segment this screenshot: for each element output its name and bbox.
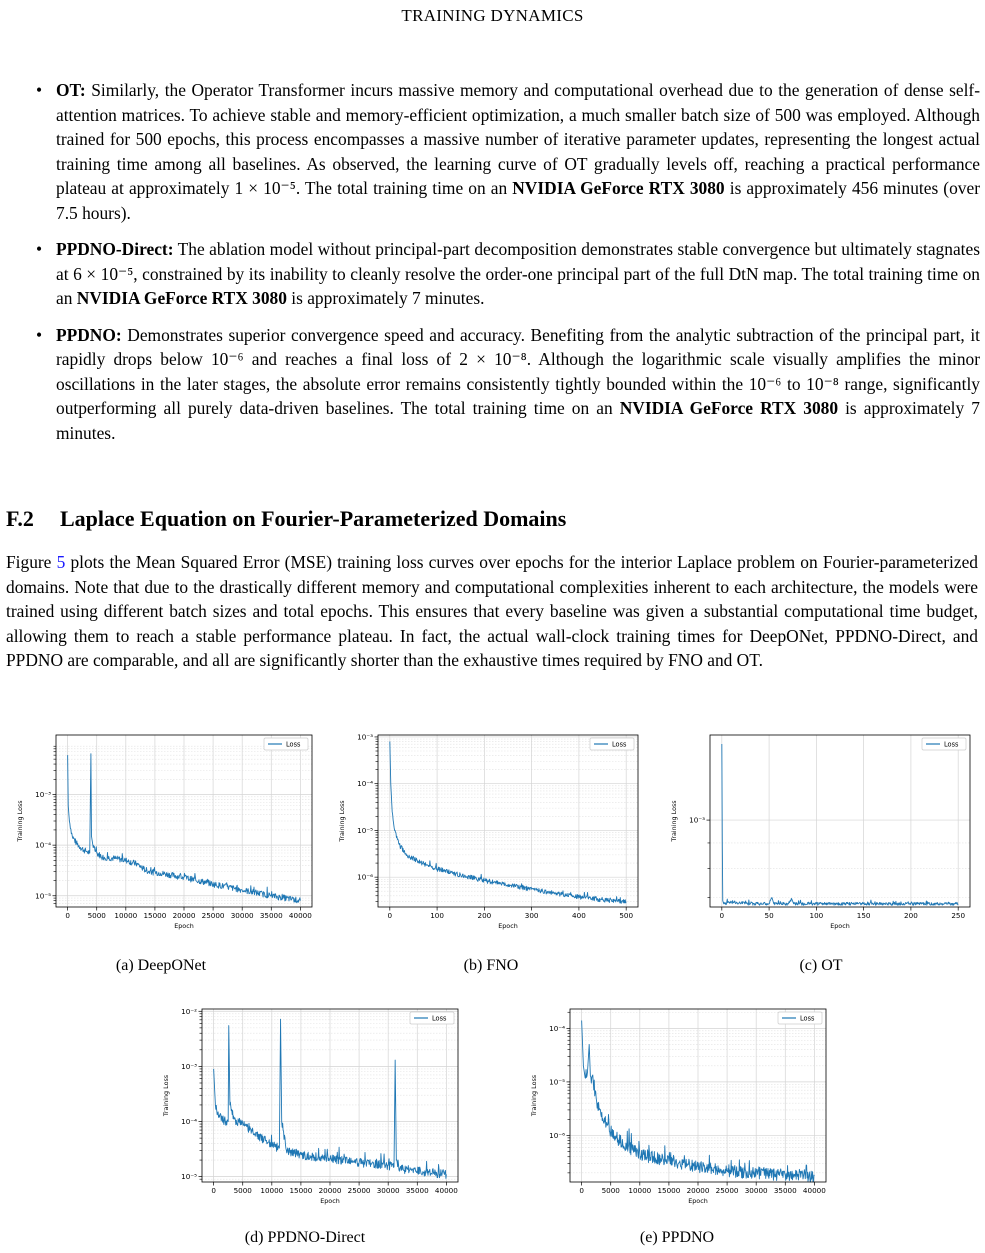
chart-ot — [668, 728, 976, 938]
chart-ppdno — [520, 1002, 830, 1214]
x-tick-label: 150 — [856, 911, 871, 920]
y-tick-label: 10⁻⁶ — [357, 872, 373, 882]
x-axis-label: Epoch — [688, 1197, 708, 1205]
bullet-label: OT: — [56, 80, 86, 100]
plot-frame — [378, 735, 638, 907]
y-tick-label: 10⁻⁴ — [181, 1117, 197, 1127]
x-tick-label: 30000 — [744, 1186, 768, 1195]
plot-frame — [710, 735, 970, 907]
y-tick-label: 10⁻³ — [689, 815, 705, 825]
legend-label: Loss — [286, 740, 301, 749]
body-paragraph: Figure 5 plots the Mean Squared Error (MSE) training loss curves over epochs for the interior Laplace problem on Fourier-parameterized domains. Note that due to the drastically different memory and computational complexities inherent to each architecture, the models were trained using different batch sizes and total epochs. This ensures that every baseline was given a substantial computational time budget, allowing them to reach a stable performance plateau. In fact, the actual wall-clock training times for DeepONet, PPDNO-Direct, and PPDNO are comparable, and all are significantly shorter than the exhaustive times required by FNO and OT. — [6, 552, 978, 670]
x-tick-label: 5000 — [601, 1186, 620, 1195]
x-tick-label: 25000 — [715, 1186, 739, 1195]
x-tick-label: 40000 — [288, 911, 312, 920]
figure-ref-link[interactable]: 5 — [56, 552, 66, 572]
y-tick-label: 10⁻⁴ — [549, 1023, 565, 1033]
x-tick-label: 20000 — [686, 1186, 710, 1195]
bullet-label: PPDNO-Direct: — [56, 239, 174, 259]
x-tick-label: 200 — [477, 911, 492, 920]
legend-label: Loss — [800, 1014, 815, 1023]
section-title: Laplace Equation on Fourier-Parameterized Domains — [60, 506, 567, 531]
y-tick-label: 10⁻³ — [357, 732, 373, 742]
x-axis-label: Epoch — [830, 922, 850, 930]
bullet-ppdno: • PPDNO: Demonstrates superior convergence speed and accuracy. Benefiting from the analytic subtraction of the principal part, it rapidly drops below 10⁻⁶ and reaches a final loss of 2 × 10⁻⁸. Although the logarithmic scale visually amplifies the minor oscillations in the later stages, the absolute error remains consistently tightly bounded within the 10⁻⁶ to 10⁻⁸ range, significantly outperforming all purely data-driven baselines. The total training time on an NVIDIA GeForce RTX 3080 is approximately 7 minutes. — [30, 323, 980, 446]
caption-ppdno-direct: (d) PPDNO-Direct — [244, 1229, 366, 1246]
x-axis-label: Epoch — [498, 922, 518, 930]
section-number: F.2 — [6, 506, 34, 531]
y-axis-label: Training Loss — [16, 800, 24, 842]
y-axis-label: Training Loss — [530, 1074, 538, 1117]
x-tick-label: 35000 — [405, 1186, 429, 1195]
x-tick-label: 40000 — [434, 1186, 458, 1195]
x-tick-label: 5000 — [233, 1186, 252, 1195]
x-tick-label: 35000 — [773, 1186, 797, 1195]
y-tick-label: 10⁻⁵ — [357, 825, 373, 835]
baseline-list — [30, 78, 980, 457]
bullet-label: PPDNO: — [56, 324, 122, 345]
chart-ppdno-direct — [152, 1002, 462, 1214]
x-tick-label: 300 — [524, 911, 539, 920]
y-tick-label: 10⁻⁶ — [549, 1130, 565, 1140]
loss-series-line — [722, 744, 958, 905]
x-tick-label: 20000 — [318, 1186, 342, 1195]
caption-ppdno: (e) PPDNO — [639, 1229, 715, 1246]
section-heading — [6, 506, 566, 532]
legend-label: Loss — [612, 740, 627, 749]
legend-label: Loss — [944, 740, 959, 749]
y-tick-label: 10⁻⁵ — [181, 1172, 197, 1182]
x-tick-label: 100 — [430, 911, 444, 920]
x-tick-label: 0 — [719, 911, 725, 920]
legend-label: Loss — [432, 1014, 447, 1023]
y-axis-label: Training Loss — [670, 800, 678, 842]
x-tick-label: 40000 — [802, 1186, 826, 1195]
x-axis-label: Epoch — [320, 1197, 340, 1205]
y-tick-label: 10⁻² — [181, 1006, 197, 1016]
chart-deeponet — [6, 728, 316, 938]
gpu-name: NVIDIA GeForce RTX 3080 — [512, 178, 725, 198]
x-tick-label: 250 — [951, 911, 966, 920]
y-tick-label: 10⁻⁵ — [549, 1077, 565, 1087]
x-tick-label: 30000 — [376, 1186, 400, 1195]
x-tick-label: 15000 — [289, 1186, 313, 1195]
running-header: TRAINING DYNAMICS — [401, 6, 584, 25]
x-tick-label: 0 — [65, 911, 70, 920]
caption-ot: (c) OT — [799, 957, 843, 974]
bullet-ot: • OT: Similarly, the Operator Transformer incurs massive memory and computational overhead due to the generation of dense self-attention matrices. To achieve stable and memory-efficient optimization, a much smaller batch size of 500 was employed. Although trained for 500 epochs, this process encompasses a massive number of iterative parameter updates, representing the longest actual training time among all baselines. As observed, the learning curve of OT gradually levels off, reaching a practical performance plateau at approximately 1 × 10⁻⁵. The total training time on an NVIDIA GeForce RTX 3080 is approximately 456 minutes (over 7.5 hours). — [30, 78, 980, 225]
x-tick-label: 35000 — [259, 911, 283, 920]
y-tick-label: 10⁻⁴ — [357, 779, 373, 789]
x-tick-label: 500 — [619, 911, 634, 920]
y-axis-label: Training Loss — [162, 1074, 170, 1117]
x-tick-label: 400 — [572, 911, 586, 920]
caption-deeponet: (a) DeepONet — [115, 957, 207, 974]
x-tick-label: 50 — [764, 911, 774, 920]
bullet-ppdno-direct: • PPDNO-Direct: The ablation model without principal-part decomposition demonstrates stable convergence but ultimately stagnates at 6 × 10⁻⁵, constrained by its inability to cleanly resolve the order-one principal part of the full DtN map. The total training time on an NVIDIA GeForce RTX 3080 is approximately 7 minutes. — [30, 237, 980, 311]
x-tick-label: 20000 — [172, 911, 196, 920]
caption-fno: (b) FNO — [463, 957, 519, 974]
gpu-name: NVIDIA GeForce RTX 3080 — [619, 398, 839, 418]
x-tick-label: 15000 — [657, 1186, 681, 1195]
x-tick-label: 0 — [579, 1186, 584, 1195]
x-tick-label: 10000 — [260, 1186, 284, 1195]
x-tick-label: 10000 — [628, 1186, 652, 1195]
x-tick-label: 10000 — [114, 911, 138, 920]
x-tick-label: 25000 — [347, 1186, 371, 1195]
x-axis-label: Epoch — [174, 922, 194, 930]
y-tick-label: 10⁻³ — [181, 1061, 197, 1071]
x-tick-label: 30000 — [230, 911, 254, 920]
x-tick-label: 25000 — [201, 911, 225, 920]
y-tick-label: 10⁻⁴ — [35, 840, 51, 850]
x-tick-label: 0 — [387, 911, 393, 920]
x-tick-label: 15000 — [143, 911, 167, 920]
x-tick-label: 0 — [211, 1186, 216, 1195]
gpu-name: NVIDIA GeForce RTX 3080 — [76, 288, 287, 308]
y-axis-label: Training Loss — [338, 800, 346, 842]
x-tick-label: 100 — [809, 911, 824, 920]
x-tick-label: 5000 — [87, 911, 106, 920]
y-tick-label: 10⁻³ — [35, 790, 51, 800]
x-tick-label: 200 — [904, 911, 918, 920]
y-tick-label: 10⁻⁵ — [35, 891, 51, 901]
chart-fno — [338, 728, 644, 938]
